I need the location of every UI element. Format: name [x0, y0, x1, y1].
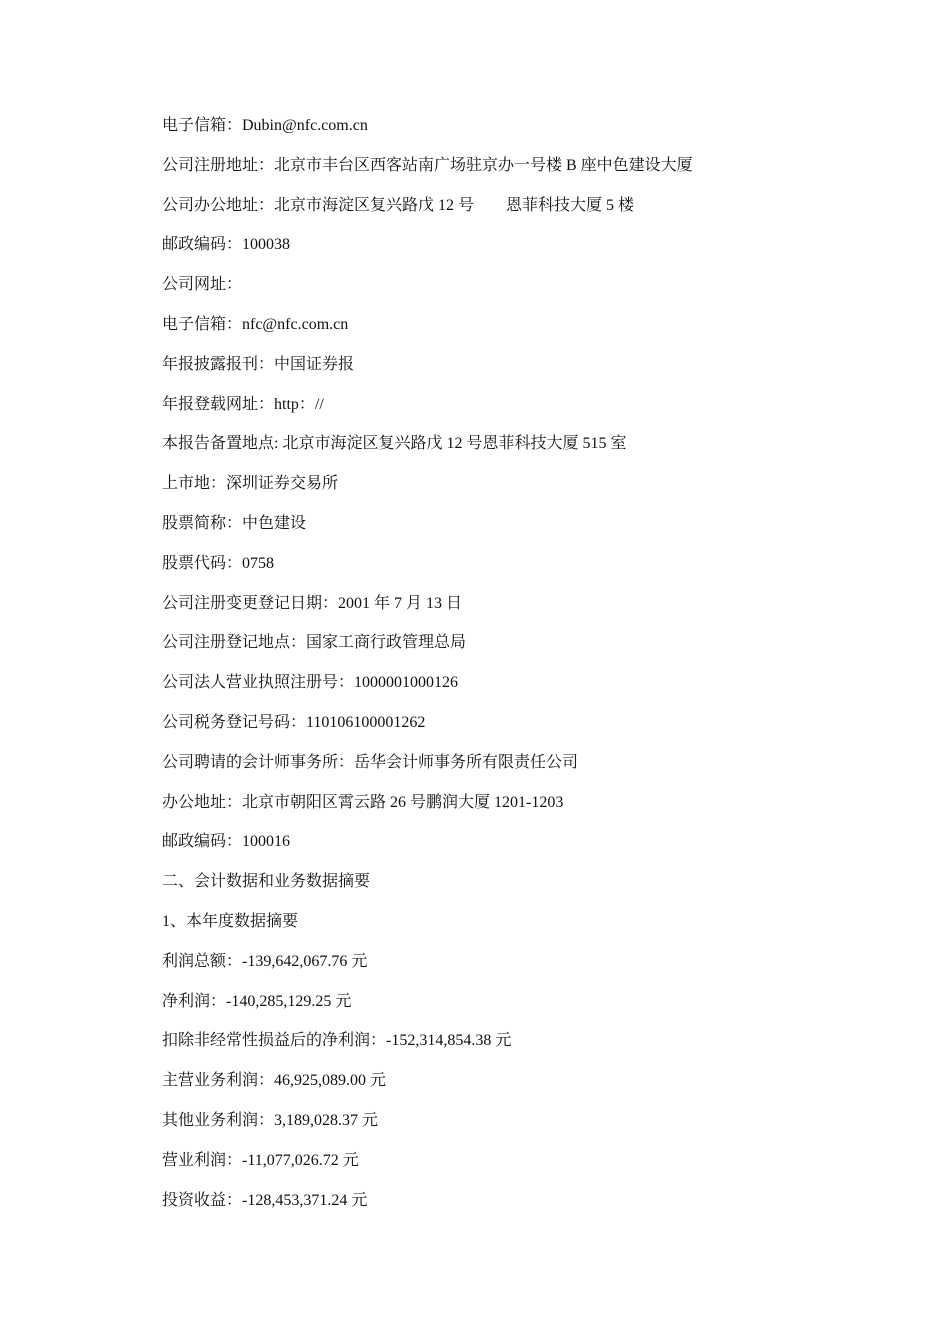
- stock-code-line: 股票代码：0758: [162, 554, 275, 572]
- operating-profit-line: 营业利润：-11,077,026.72 元: [162, 1151, 359, 1169]
- net-profit-line: 净利润：-140,285,129.25 元: [162, 992, 352, 1010]
- report-location-line: 本报告备置地点: 北京市海淀区复兴路戊 12 号恩菲科技大厦 515 室: [162, 435, 627, 453]
- total-profit-line: 利润总额：-139,642,067.76 元: [162, 952, 368, 970]
- tax-registration-line: 公司税务登记号码：110106100001262: [162, 713, 426, 731]
- accounting-firm-line: 公司聘请的会计师事务所：岳华会计师事务所有限责任公司: [162, 753, 579, 771]
- document-body: [162, 106, 862, 1220]
- email-line-2: 电子信箱：nfc@nfc.com.cn: [162, 315, 349, 333]
- postal-code-line-2: 邮政编码：100016: [162, 833, 291, 851]
- email-line-1: 电子信箱：Dubin@nfc.com.cn: [162, 117, 368, 134]
- postal-code-line-1: 邮政编码：100038: [162, 236, 291, 254]
- firm-office-address-line: 办公地址：北京市朝阳区霄云路 26 号鹏润大厦 1201-1203: [162, 793, 564, 811]
- report-website-line: 年报登载网址：http：//: [162, 395, 324, 413]
- subsection-heading: 1、本年度数据摘要: [162, 912, 299, 930]
- registered-address-line: 公司注册地址：北京市丰台区西客站南广场驻京办一号楼 B 座中色建设大厦: [162, 156, 693, 174]
- stock-short-name-line: 股票简称：中色建设: [162, 514, 307, 532]
- main-business-profit-line: 主营业务利润：46,925,089.00 元: [162, 1072, 387, 1090]
- section-heading: 二、会计数据和业务数据摘要: [162, 873, 371, 891]
- adjusted-net-profit-line: 扣除非经常性损益后的净利润：-152,314,854.38 元: [162, 1032, 512, 1050]
- office-address-line: 公司办公地址：北京市海淀区复兴路戊 12 号 恩菲科技大厦 5 楼: [162, 196, 635, 214]
- business-license-line: 公司法人营业执照注册号：1000001000126: [162, 674, 459, 692]
- registration-change-date-line: 公司注册变更登记日期：2001 年 7 月 13 日: [162, 594, 463, 612]
- investment-income-line: 投资收益：-128,453,371.24 元: [162, 1191, 368, 1209]
- website-line: 公司网址：: [162, 276, 243, 294]
- report-newspaper-line: 年报披露报刊：中国证券报: [162, 355, 355, 373]
- listing-exchange-line: 上市地：深圳证券交易所: [162, 475, 339, 493]
- registration-place-line: 公司注册登记地点：国家工商行政管理总局: [162, 634, 467, 652]
- other-business-profit-line: 其他业务利润：3,189,028.37 元: [162, 1111, 379, 1129]
